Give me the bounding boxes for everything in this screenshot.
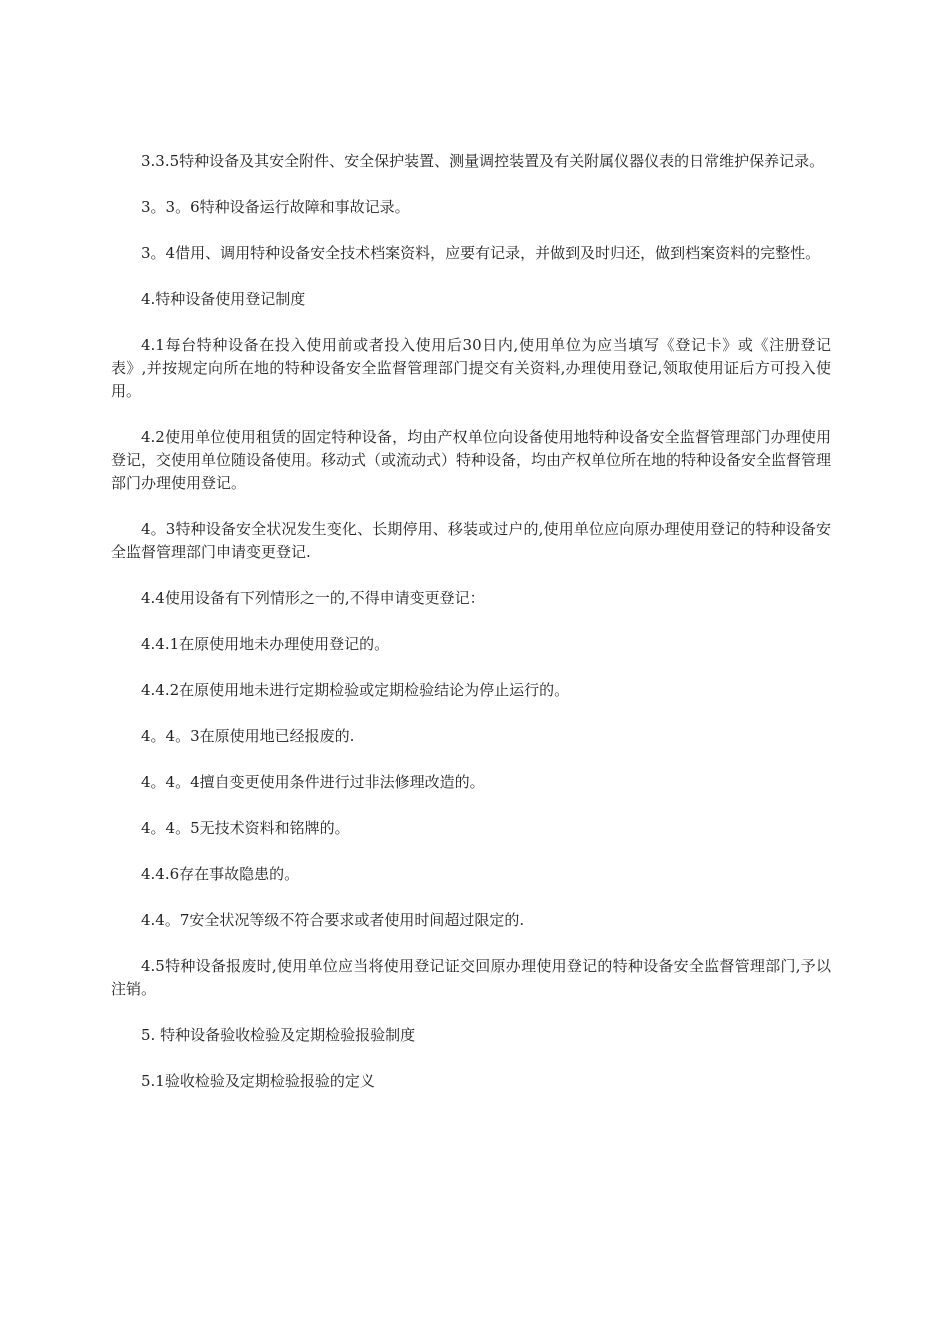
paragraph-3-3-6: 3。3。6特种设备运行故障和事故记录。 bbox=[141, 198, 410, 216]
paragraph-4-2: 4.2使用单位使用租赁的固定特种设备，均由产权单位向设备使用地特种设备安全监督管理部门办理使用登记，交使用单位随设备使用。移动式（或流动式）特种设备，均由产权单位所在地的特种设备安全监督管理部门办理使用登记。 bbox=[111, 428, 832, 492]
paragraph-4-3: 4。3特种设备安全状况发生变化、长期停用、移装或过户的,使用单位应向原办理使用登记的特种设备安全监督管理部门申请变更登记. bbox=[111, 520, 831, 561]
section-heading-4: 4.特种设备使用登记制度 bbox=[141, 290, 306, 308]
paragraph-4-4-1: 4.4.1在原使用地未办理使用登记的。 bbox=[141, 635, 390, 653]
paragraph-4-4-2: 4.4.2在原使用地未进行定期检验或定期检验结论为停止运行的。 bbox=[141, 681, 570, 699]
paragraph-4-4-6: 4.4.6存在事故隐患的。 bbox=[141, 865, 300, 883]
paragraph-4-5: 4.5特种设备报废时,使用单位应当将使用登记证交回原办理使用登记的特种设备安全监督管理部门,予以注销。 bbox=[111, 957, 831, 998]
paragraph-5-1: 5.1验收检验及定期检验报验的定义 bbox=[141, 1072, 375, 1090]
paragraph-3-3-5: 3.3.5特种设备及其安全附件、安全保护装置、测量调控装置及有关附属仪器仪表的日常维护保养记录。 bbox=[141, 152, 825, 170]
paragraph-4-4-4: 4。4。4擅自变更使用条件进行过非法修理改造的。 bbox=[141, 773, 485, 791]
paragraph-4-4-5: 4。4。5无技术资料和铭牌的。 bbox=[141, 819, 350, 837]
paragraph-4-4-7: 4.4。7安全状况等级不符合要求或者使用时间超过限定的. bbox=[141, 911, 525, 929]
paragraph-3-4: 3。4借用、调用特种设备安全技术档案资料，应要有记录，并做到及时归还，做到档案资料的完整性。 bbox=[141, 244, 821, 262]
section-heading-5: 5. 特种设备验收检验及定期检验报验制度 bbox=[141, 1026, 416, 1044]
paragraph-4-4-3: 4。4。3在原使用地已经报废的. bbox=[141, 727, 355, 745]
document-body bbox=[111, 150, 831, 1116]
paragraph-4-4: 4.4使用设备有下列情形之一的,不得申请变更登记： bbox=[141, 589, 485, 607]
paragraph-4-1: 4.1每台特种设备在投入使用前或者投入使用后30日内,使用单位为应当填写《登记卡》或《注册登记表》,并按规定向所在地的特种设备安全监督管理部门提交有关资料,办理使用登记,领取使用证后方可投入使用。 bbox=[111, 336, 831, 400]
